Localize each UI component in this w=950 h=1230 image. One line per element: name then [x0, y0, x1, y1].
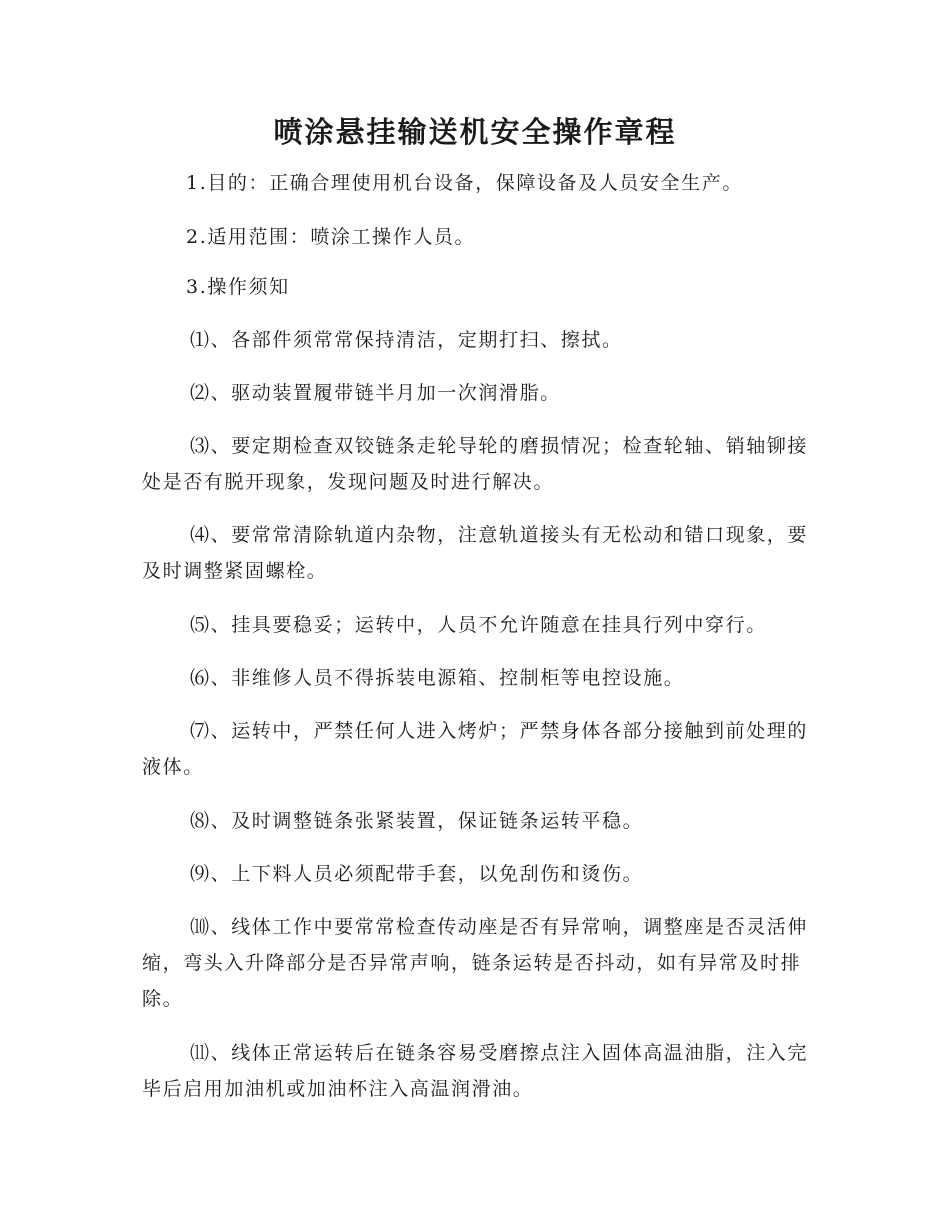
list-item-7: ⑺、运转中，严禁任何人进入烤炉；严禁身体各部分接触到前处理的液体。	[142, 720, 809, 778]
list-item-10: ⑽、线体工作中要常常检查传动座是否有异常响，调整座是否灵活伸缩，弯头入升降部分是否异常声响，链条运转是否抖动，如有异常及时排除。	[142, 916, 809, 1010]
list-item-3: ⑶、要定期检查双铰链条走轮导轮的磨损情况；检查轮轴、销轴铆接处是否有脱开现象，发现问题及时进行解决。	[142, 435, 809, 493]
paragraph-operation-notice: 3.操作须知	[186, 276, 290, 298]
list-item-1: ⑴、各部件须常常保持清洁，定期打扫、擦拭。	[190, 329, 623, 351]
list-item-9: ⑼、上下料人员必须配带手套，以免刮伤和烫伤。	[190, 863, 644, 885]
list-item-5: ⑸、挂具要稳妥；运转中，人员不允许随意在挂具行列中穿行。	[190, 614, 767, 636]
list-item-8: ⑻、及时调整链条张紧装置，保证链条运转平稳。	[190, 810, 644, 832]
list-item-4: ⑷、要常常清除轨道内杂物，注意轨道接头有无松动和错口现象，要及时调整紧固螺栓。	[142, 524, 809, 582]
paragraph-purpose: 1.目的：正确合理使用机台设备，保障设备及人员安全生产。	[186, 172, 743, 194]
paragraph-scope: 2.适用范围：喷涂工操作人员。	[186, 226, 476, 248]
list-item-6: ⑹、非维修人员不得拆装电源箱、控制柜等电控设施。	[190, 667, 685, 689]
document-title: 喷涂悬挂输送机安全操作章程	[273, 115, 677, 149]
list-item-2: ⑵、驱动装置履带链半月加一次润滑脂。	[190, 382, 561, 404]
list-item-11: ⑾、线体正常运转后在链条容易受磨擦点注入固体高温油脂，注入完毕后启用加油机或加油杯注入高温润滑油。	[142, 1042, 809, 1100]
